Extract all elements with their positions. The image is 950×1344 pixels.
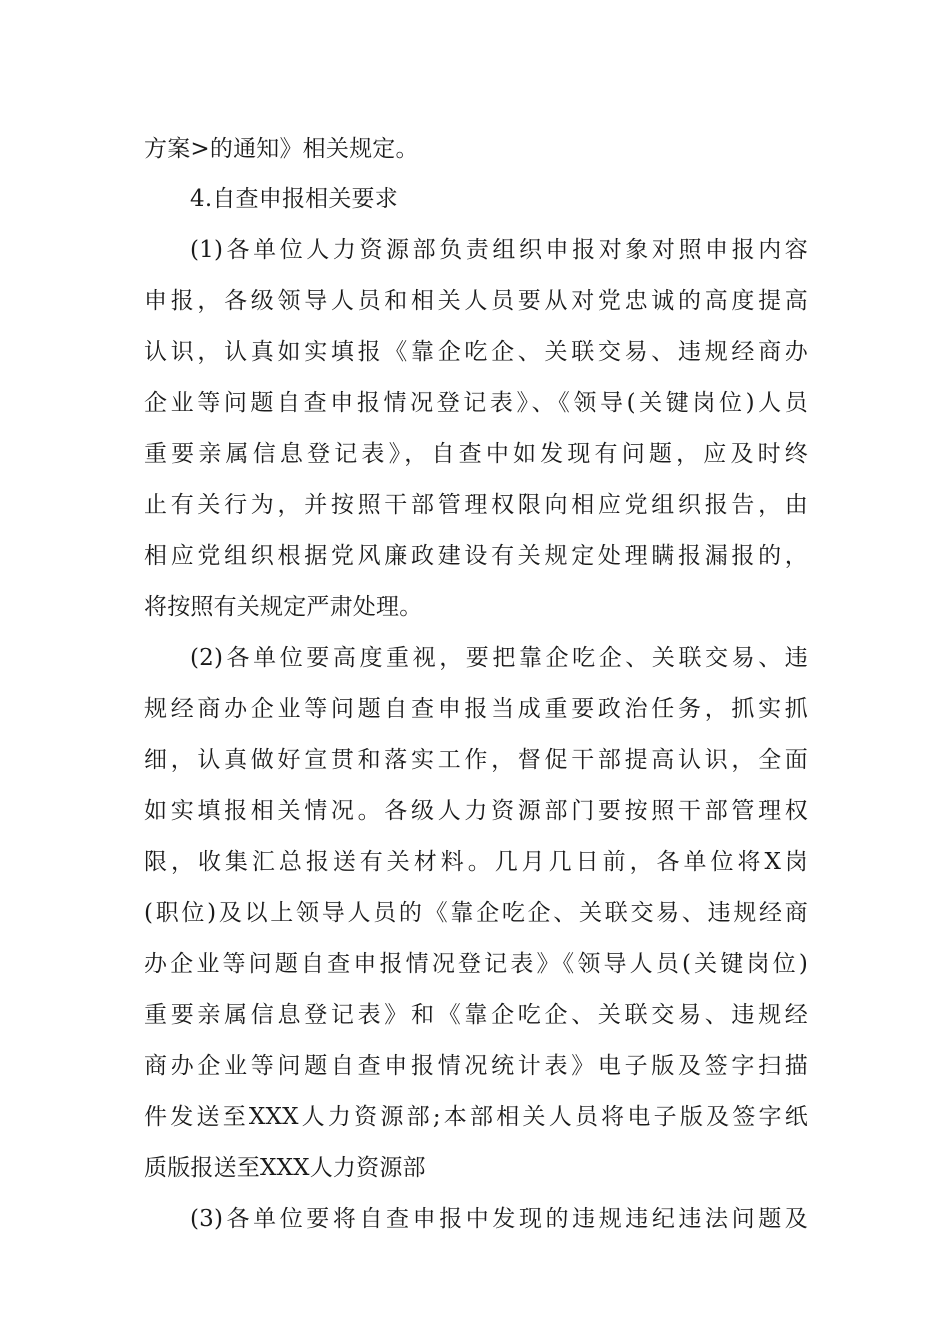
text-line: 止有关行为，并按照干部管理权限向相应党组织报告，由 bbox=[144, 492, 808, 518]
text-line: 认识，认真如实填报《靠企吃企、关联交易、违规经商办 bbox=[144, 339, 808, 365]
text-line: 限，收集汇总报送有关材料。几月几日前，各单位将X岗 bbox=[144, 849, 808, 875]
text-line: 重要亲属信息登记表》，自查中如发现有问题，应及时终 bbox=[144, 441, 808, 467]
text-line: 相应党组织根据党风廉政建设有关规定处理瞒报漏报的， bbox=[144, 543, 808, 569]
text-line: 质版报送至XXX人力资源部 bbox=[144, 1155, 426, 1181]
text-line: 办企业等问题自查申报情况登记表》《领导人员(关键岗位) bbox=[144, 951, 808, 977]
text-line: 将按照有关规定严肃处理。 bbox=[144, 594, 423, 620]
text-line: 申报，各级领导人员和相关人员要从对党忠诚的高度提高 bbox=[144, 288, 808, 314]
section-heading: 4.自查申报相关要求 bbox=[190, 186, 398, 212]
text-line: 商办企业等问题自查申报情况统计表》电子版及签字扫描 bbox=[144, 1053, 808, 1079]
text-line: 方案>的通知》相关规定。 bbox=[144, 136, 419, 162]
text-line: 细，认真做好宣贯和落实工作，督促干部提高认识，全面 bbox=[144, 747, 808, 773]
text-line: (职位)及以上领导人员的《靠企吃企、关联交易、违规经商 bbox=[144, 900, 808, 926]
text-line: 如实填报相关情况。各级人力资源部门要按照干部管理权 bbox=[144, 798, 808, 824]
text-line: 重要亲属信息登记表》和《靠企吃企、关联交易、违规经 bbox=[144, 1002, 808, 1028]
text-line: 件发送至XXX人力资源部;本部相关人员将电子版及签字纸 bbox=[144, 1104, 808, 1130]
text-line: (3)各单位要将自查申报中发现的违规违纪违法问题及 bbox=[190, 1206, 808, 1232]
text-line: (1)各单位人力资源部负责组织申报对象对照申报内容 bbox=[190, 237, 808, 263]
text-line: 企业等问题自查申报情况登记表》、《领导(关键岗位)人员 bbox=[144, 390, 808, 416]
text-line: (2)各单位要高度重视，要把靠企吃企、关联交易、违 bbox=[190, 645, 808, 671]
text-line: 规经商办企业等问题自查申报当成重要政治任务，抓实抓 bbox=[144, 696, 808, 722]
